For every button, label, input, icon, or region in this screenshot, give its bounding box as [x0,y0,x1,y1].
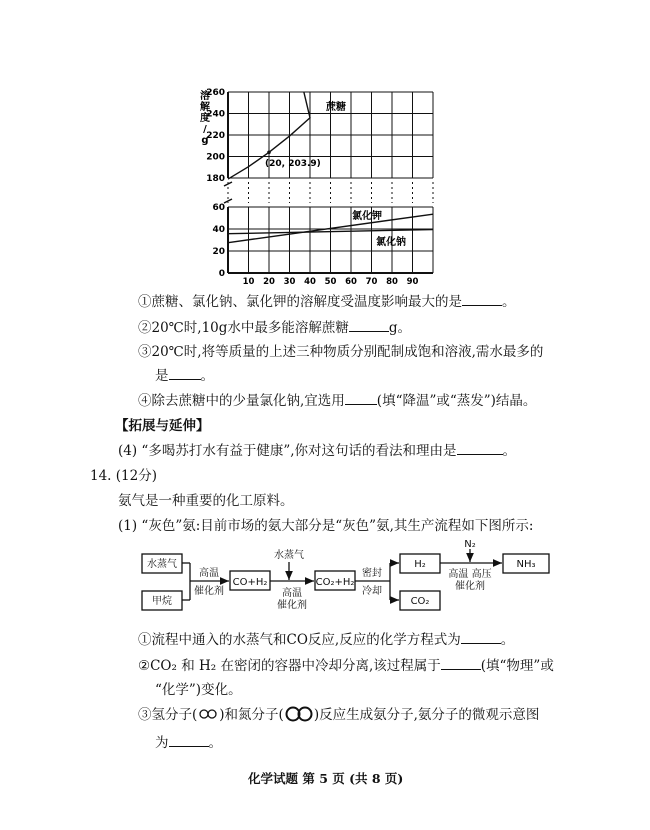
x-tick-label: 60 [345,277,357,287]
answer-blank[interactable] [345,391,377,405]
page-footer: 化学试题 第 5 页 (共 8 页) [248,771,404,786]
y-tick-label: 0 [218,269,225,279]
x-tick-label: 20 [263,277,275,287]
x-tick-label: 50 [324,277,337,287]
question-4 [138,391,536,411]
label-nh3: NH₃ [516,559,536,570]
label-h2: H₂ [414,559,426,570]
question-4-text: ④除去蔗糖中的少量氯化钠,宜选用 [138,393,345,409]
answer-blank[interactable] [441,656,481,670]
x-tick-label: 10 [242,277,255,287]
extension-end: 。 [502,443,517,459]
y-axis-label: 度 [200,113,210,124]
y-tick-label: 220 [206,131,225,141]
question-3-end: 。 [200,368,214,384]
flow-question-3 [138,705,539,725]
label-steam2: 水蒸气 [274,550,304,561]
hydrogen-molecule-icon [197,708,219,720]
series-label-sucrose: 蔗糖 [326,102,346,113]
question-1-end: 。 [502,294,516,310]
flow-question-1-text: ①流程中通入的水蒸气和CO反应,反应的化学方程式为 [138,632,461,648]
label-cond1a: 高温 [199,568,219,579]
answer-blank[interactable] [169,366,201,380]
label-co-h2: CO+H₂ [232,577,268,588]
y-tick-label: 200 [206,152,225,163]
flow-question-3-text-b: )和氮分子( [219,707,284,723]
y-tick-label: 180 [206,174,225,184]
flow-question-3-cont [155,733,222,753]
label-co2: CO₂ [410,596,430,607]
flow-question-2-tail: (填“物理”或 [480,658,554,674]
flow-question-3-text-d: 为 [155,735,169,751]
flow-question-2-text: ②CO₂ 和 H₂ 在密闭的容器中冷却分离,该过程属于 [138,658,441,674]
flow-question-3-text-c: )反应生成氨分子,氨分子的微观示意图 [313,707,540,723]
data-point [267,151,271,155]
x-tick-label: 40 [304,277,316,287]
point-annotation: (20, 203.9) [265,159,321,169]
question-2-end: g。 [388,320,412,336]
question-2-text: ②20℃时,10g水中最多能溶解蔗糖 [138,320,349,336]
y-axis-label: / [203,124,207,135]
flow-question-3-end: 。 [208,735,222,751]
flow-question-1 [138,630,514,650]
y-tick-label: 60 [212,203,225,213]
label-cond1b: 催化剂 [194,586,224,597]
label-cond4a: 高温 高压 [448,569,492,580]
question-3 [138,342,543,362]
label-cond4b: 催化剂 [455,581,485,592]
answer-blank[interactable] [349,318,389,332]
question-extension [118,441,516,461]
y-axis-label: 溶 [200,91,210,102]
label-steam: 水蒸气 [147,559,177,570]
question-14-header: 14. (12分) [90,468,157,484]
y-axis-label: g [201,135,209,146]
x-tick-label: 90 [406,277,419,287]
flow-question-1-end: 。 [500,632,515,648]
label-cond3a: 密封 [362,568,382,579]
answer-blank[interactable] [169,733,209,747]
nitrogen-molecule-icon [284,706,314,722]
y-tick-label: 240 [206,109,225,120]
flow-question-2-cont: “化学”)变化。 [155,682,242,698]
label-cond3b: 冷却 [362,586,382,597]
solubility-chart [0,0,650,290]
x-tick-label: 70 [365,277,378,287]
series-label-nacl: 氯化钠 [376,237,406,248]
label-cond2b: 催化剂 [277,600,307,611]
y-tick-label: 260 [206,88,225,98]
series-label-kcl: 氯化钾 [352,211,382,222]
question-4-end: (填“降温”或“蒸发”)结晶。 [376,393,537,409]
question-2 [138,318,411,338]
x-tick-label: 80 [386,277,398,287]
section-heading: 【拓展与延伸】 [115,418,210,434]
extension-text: (4) “多喝苏打水有益于健康”,你对这句话的看法和理由是 [118,443,457,459]
flow-question-2 [138,656,554,676]
question-3-cont [155,366,214,386]
flow-question-3-text-a: ③氢分子( [138,707,198,723]
y-tick-label: 20 [212,247,225,257]
answer-blank[interactable] [461,630,501,644]
question-14-part1: (1) “灰色”氨:目前市场的氨大部分是“灰色”氨,其生产流程如下图所示: [118,518,534,534]
answer-blank[interactable] [462,292,502,306]
question-1-text: ①蔗糖、氯化钠、氯化钾的溶解度受温度影响最大的是 [138,294,462,310]
question-1 [138,292,516,312]
label-methane: 甲烷 [152,596,172,607]
label-cond2a: 高温 [282,588,302,599]
question-3-text: ③20℃时,将等质量的上述三种物质分别配制成饱和溶液,需水最多的 [138,344,544,360]
question-14-intro: 氨气是一种重要的化工原料。 [118,493,294,509]
y-tick-label: 40 [212,225,225,235]
production-flow-diagram [0,540,650,625]
answer-blank[interactable] [457,441,503,455]
question-3-text-b: 是 [155,368,169,384]
label-n2: N₂ [464,540,476,550]
y-axis-label: 解 [200,102,210,113]
label-co2-h2: CO₂+H₂ [315,577,355,588]
x-tick-label: 30 [283,277,296,287]
